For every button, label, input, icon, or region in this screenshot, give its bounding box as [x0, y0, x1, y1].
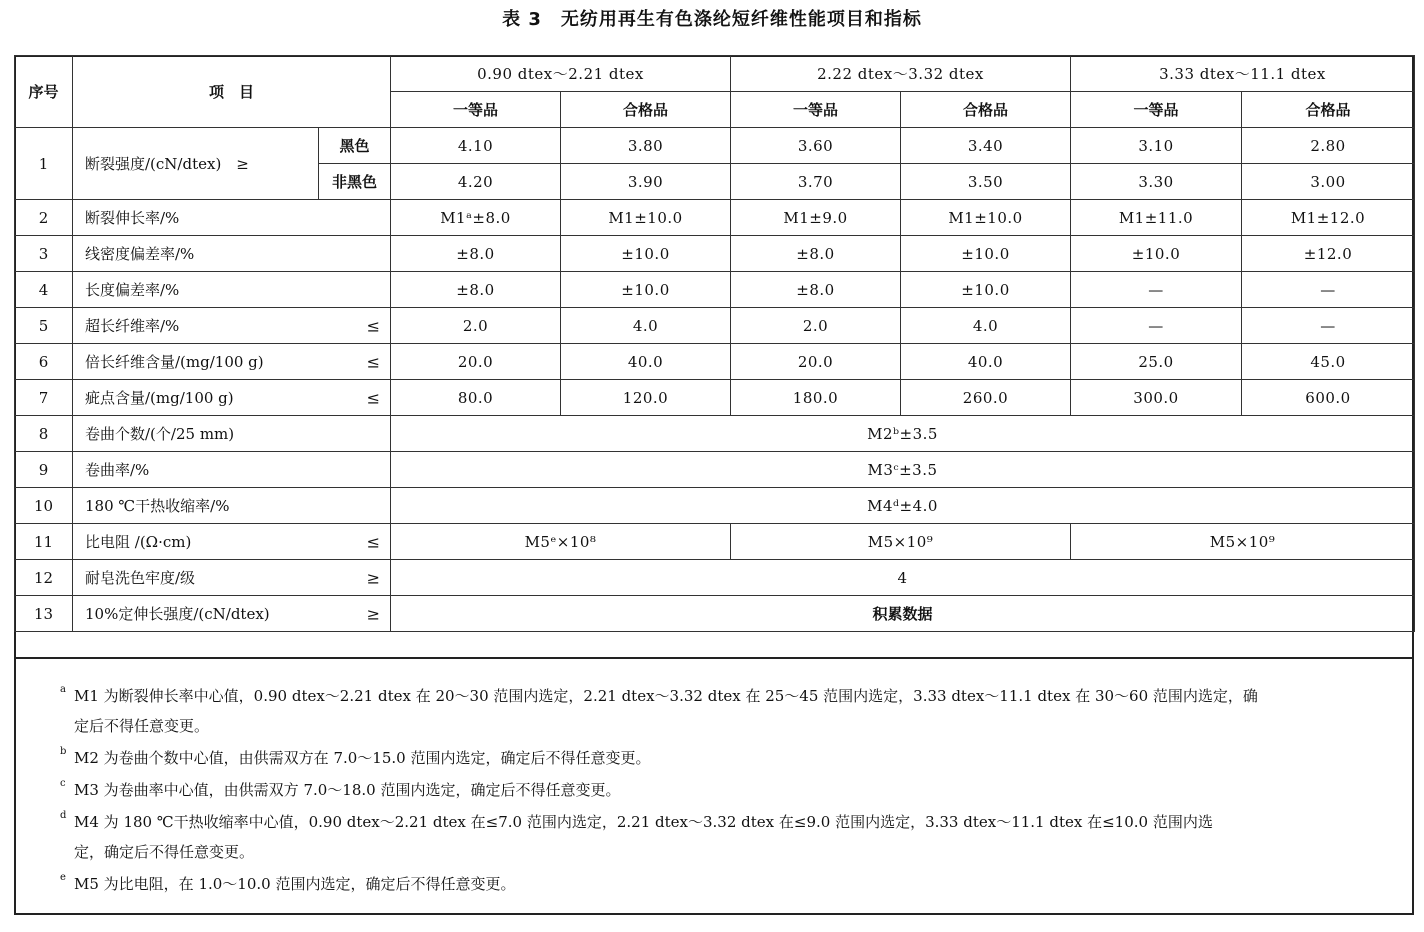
header-item: 项 目	[73, 56, 391, 128]
header-range-1: 0.90 dtex～2.21 dtex	[391, 56, 731, 92]
row-item-label: 耐皂洗色牢度/级	[85, 569, 196, 587]
cell-value: 4.0	[901, 308, 1071, 344]
row-number: 12	[15, 560, 73, 596]
row-number: 5	[15, 308, 73, 344]
row-sign: ≥	[366, 604, 381, 623]
row-item: 卷曲个数/(个/25 mm)	[73, 416, 391, 452]
cell-value: 3.10	[1071, 128, 1242, 164]
table-row	[15, 452, 1415, 488]
cell-value: M1±10.0	[901, 200, 1071, 236]
row-item	[73, 596, 391, 632]
row-number: 11	[15, 524, 73, 560]
row-item-label: 比电阻 /(Ω·cm)	[85, 533, 192, 551]
row-sign: ≥	[366, 568, 381, 587]
row-number: 3	[15, 236, 73, 272]
footnote-mark: a	[60, 684, 66, 695]
header-grade-first: 一等品	[731, 92, 901, 128]
header-grade-pass: 合格品	[561, 92, 731, 128]
cell-value: 2.0	[391, 308, 561, 344]
row-number: 6	[15, 344, 73, 380]
cell-value: M1±10.0	[561, 200, 731, 236]
row-number: 9	[15, 452, 73, 488]
cell-value: 300.0	[1071, 380, 1242, 416]
cell-value: —	[1071, 272, 1242, 308]
cell-value: M5ᵉ×10⁸	[391, 524, 731, 560]
table-row	[15, 488, 1415, 524]
row-number: 13	[15, 596, 73, 632]
footnote-text: M4 为 180 ℃干热收缩率中心值，0.90 dtex～2.21 dtex 在≤7.0 范围内选定，2.21 dtex～3.32 dtex 在≤9.0 范围内选定，3.33 dtex～11.1 dtex 在≤10.0 范围内选	[74, 813, 1213, 831]
cell-value: ±10.0	[561, 236, 731, 272]
row-item: 长度偏差率/%	[73, 272, 391, 308]
cell-value: ±8.0	[391, 272, 561, 308]
cell-value: 4.0	[561, 308, 731, 344]
footnote-mark: e	[60, 872, 66, 883]
table-row	[15, 416, 1415, 452]
footnote-a	[60, 681, 1414, 741]
footnote-text-cont: 定后不得任意变更。	[74, 717, 210, 735]
row-number: 10	[15, 488, 73, 524]
cell-value: 25.0	[1071, 344, 1242, 380]
cell-value: —	[1242, 308, 1415, 344]
cell-merged-value: M2ᵇ±3.5	[391, 416, 1415, 452]
table-row	[15, 560, 1415, 596]
row-item	[73, 308, 391, 344]
row-item	[73, 344, 391, 380]
header-grade-first: 一等品	[391, 92, 561, 128]
header-seq: 序号	[15, 56, 73, 128]
table-row	[15, 128, 1415, 164]
cell-value: M1±12.0	[1242, 200, 1415, 236]
row-number: 1	[15, 128, 73, 200]
cell-value: 600.0	[1242, 380, 1415, 416]
footnote-text: M5 为比电阻，在 1.0～10.0 范围内选定，确定后不得任意变更。	[74, 875, 516, 893]
cell-value: 3.00	[1242, 164, 1415, 200]
cell-value: —	[1242, 272, 1415, 308]
cell-value: —	[1071, 308, 1242, 344]
cell-value: ±10.0	[561, 272, 731, 308]
table-row	[15, 272, 1415, 308]
header-grade-first: 一等品	[1071, 92, 1242, 128]
footnote-b	[60, 743, 1414, 773]
header-range-3: 3.33 dtex～11.1 dtex	[1071, 56, 1415, 92]
row-sign: ≤	[366, 388, 381, 407]
cell-value: 20.0	[731, 344, 901, 380]
table-row	[15, 200, 1415, 236]
footnote-mark: c	[60, 778, 66, 789]
footnote-d	[60, 807, 1414, 867]
table-row	[15, 344, 1415, 380]
cell-merged-value: 积累数据	[391, 596, 1415, 632]
cell-merged-value: M4ᵈ±4.0	[391, 488, 1415, 524]
cell-value: 180.0	[731, 380, 901, 416]
row-item: 断裂强度/(cN/dtex) ≥	[73, 128, 319, 200]
table-row	[15, 380, 1415, 416]
row-number: 4	[15, 272, 73, 308]
table-row	[15, 236, 1415, 272]
cell-value: 3.40	[901, 128, 1071, 164]
cell-value: M1±11.0	[1071, 200, 1242, 236]
cell-value: 20.0	[391, 344, 561, 380]
row-sign: ≤	[366, 316, 381, 335]
row-item	[73, 524, 391, 560]
footnote-mark: b	[60, 746, 67, 757]
footnote-text: M2 为卷曲个数中心值，由供需双方在 7.0～15.0 范围内选定，确定后不得任意变更。	[74, 749, 651, 767]
table-row	[15, 596, 1415, 632]
cell-value: 4.20	[391, 164, 561, 200]
row-sign: ≤	[366, 532, 381, 551]
cell-value: M1±9.0	[731, 200, 901, 236]
footnote-c	[60, 775, 1414, 805]
cell-value: 3.50	[901, 164, 1071, 200]
cell-value: M1ᵃ±8.0	[391, 200, 561, 236]
row-item	[73, 380, 391, 416]
row-subitem: 非黑色	[319, 164, 391, 200]
cell-value: 3.70	[731, 164, 901, 200]
footnote-text: M3 为卷曲率中心值，由供需双方 7.0～18.0 范围内选定，确定后不得任意变更。	[74, 781, 621, 799]
row-item: 卷曲率/%	[73, 452, 391, 488]
cell-value: ±8.0	[731, 236, 901, 272]
cell-value: 120.0	[561, 380, 731, 416]
cell-value: 40.0	[561, 344, 731, 380]
row-item: 180 ℃干热收缩率/%	[73, 488, 391, 524]
cell-value: 2.80	[1242, 128, 1415, 164]
cell-value: ±10.0	[1071, 236, 1242, 272]
table-title: 表 3 无纺用再生有色涤纶短纤维性能项目和指标	[502, 9, 922, 30]
cell-value: 4.10	[391, 128, 561, 164]
row-subitem: 黑色	[319, 128, 391, 164]
table-row	[15, 524, 1415, 560]
cell-value: 80.0	[391, 380, 561, 416]
footnote-e	[60, 869, 1414, 899]
cell-value: M5×10⁹	[1071, 524, 1415, 560]
row-item-label: 倍长纤维含量/(mg/100 g)	[85, 353, 264, 371]
cell-value: M5×10⁹	[731, 524, 1071, 560]
footnote-mark: d	[60, 810, 67, 821]
row-item-label: 超长纤维率/%	[85, 317, 180, 335]
cell-value: 3.30	[1071, 164, 1242, 200]
cell-value: 40.0	[901, 344, 1071, 380]
header-range-2: 2.22 dtex～3.32 dtex	[731, 56, 1071, 92]
row-number: 7	[15, 380, 73, 416]
cell-value: 3.90	[561, 164, 731, 200]
footnote-text: M1 为断裂伸长率中心值，0.90 dtex～2.21 dtex 在 20～30 范围内选定，2.21 dtex～3.32 dtex 在 25～45 范围内选定，3.33 dtex～11.1 dtex 在 30～60 范围内选定，确	[74, 687, 1258, 705]
row-item	[73, 560, 391, 596]
row-item: 断裂伸长率/%	[73, 200, 391, 236]
cell-value: 2.0	[731, 308, 901, 344]
table-row	[15, 308, 1415, 344]
cell-value: 45.0	[1242, 344, 1415, 380]
cell-value: 260.0	[901, 380, 1071, 416]
cell-value: 3.60	[731, 128, 901, 164]
cell-value: ±12.0	[1242, 236, 1415, 272]
cell-merged-value: 4	[391, 560, 1415, 596]
cell-value: ±8.0	[391, 236, 561, 272]
cell-value: ±10.0	[901, 236, 1071, 272]
cell-merged-value: M3ᶜ±3.5	[391, 452, 1415, 488]
row-item-label: 疵点含量/(mg/100 g)	[85, 389, 234, 407]
spec-table	[14, 55, 1415, 632]
cell-value: 3.80	[561, 128, 731, 164]
header-grade-pass: 合格品	[901, 92, 1071, 128]
row-item: 线密度偏差率/%	[73, 236, 391, 272]
row-number: 8	[15, 416, 73, 452]
cell-value: ±8.0	[731, 272, 901, 308]
cell-value: ±10.0	[901, 272, 1071, 308]
header-grade-pass: 合格品	[1242, 92, 1415, 128]
row-sign: ≤	[366, 352, 381, 371]
footnote-text-cont: 定，确定后不得任意变更。	[74, 843, 255, 861]
row-number: 2	[15, 200, 73, 236]
row-item-label: 10%定伸长强度/(cN/dtex)	[85, 605, 270, 623]
footnotes	[14, 657, 1414, 915]
